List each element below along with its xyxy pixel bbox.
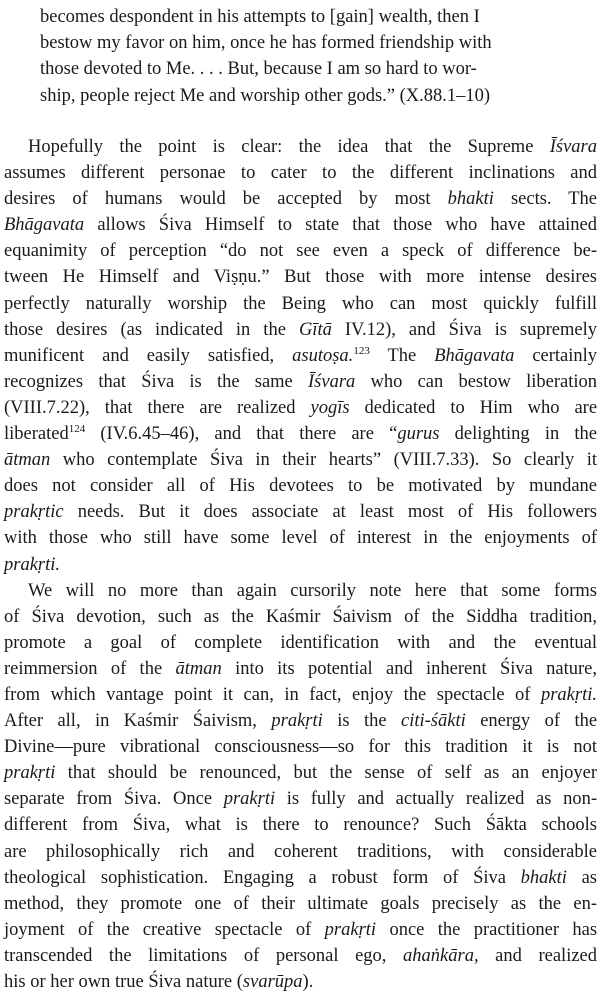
paragraph-1-line: does not consider all of His devotees to be motivated by mundane <box>4 476 597 497</box>
paragraph-1-line: (VIII.7.22), that there are realized yogīs dedicated to Him who are <box>4 397 598 418</box>
paragraph-2-line: theological sophistication. Engaging a robust form of Śiva bhakti as <box>4 867 598 888</box>
paragraph-1-line: assumes different personae to cater to the different inclinations and <box>4 163 597 184</box>
paragraph-1-line: Bhāgavata allows Śiva Himself to state that those who have attained <box>4 215 598 236</box>
paragraph-1-line: equanimity of perception “do not see even a speck of difference be- <box>4 241 597 262</box>
paragraph-2-line: are philosophically rich and coherent traditions, with considerable <box>4 841 597 862</box>
quote-line: becomes despondent in his attempts to [gain] wealth, then I <box>40 7 480 27</box>
footnote-ref-124: 124 <box>68 423 86 436</box>
paragraph-2-line: method, they promote one of their ultimate goals precisely as the en- <box>4 893 597 914</box>
paragraph-2-line: transcended the limitations of personal ego, ahaṅkāra, and realized <box>4 945 598 966</box>
paragraph-1-line: desires of humans would be accepted by most bhakti sects. The <box>4 189 598 210</box>
paragraph-1-line: munificent and easily satisfied, asutoṣa.$^{123}$ The Bhāgavata certainly <box>4 344 598 366</box>
paragraph-1-line: Hopefully the point is clear: the idea that the Supreme Īśvara <box>28 137 598 157</box>
paragraph-2-line: We will no more than again cursorily note here that some forms <box>28 580 597 601</box>
quote-line: those devoted to Me. . . . But, because I am so hard to wor- <box>40 59 477 80</box>
paragraph-1-line: prakṛti. <box>4 554 61 575</box>
paragraph-2-line: reimmersion of the ātman into its potential and inherent Śiva nature, <box>4 658 598 679</box>
paragraph-2-line: promote a goal of complete identification with and the eventual <box>4 632 597 653</box>
paragraph-2-line: from which vantage point it can, in fact, enjoy the spectacle of prakṛti. <box>4 684 597 705</box>
paragraph-2-line: prakṛti that should be renounced, but the sense of self as an enjoyer <box>4 763 597 784</box>
paragraph-2-line: joyment of the creative spectacle of prakṛti once the practitioner has <box>4 919 598 940</box>
paragraph-1-line: ātman who contemplate Śiva in their hearts” (VIII.7.33). So clearly it <box>4 450 597 471</box>
paragraph-2-line: of Śiva devotion, such as the Kaśmir Śaivism of the Siddha tradition, <box>4 606 597 627</box>
paragraph-2-line: separate from Śiva. Once prakṛti is fully and actually realized as non- <box>4 789 598 810</box>
quote-line: ship, people reject Me and worship other gods.” (X.88.1–10) <box>40 85 491 106</box>
quote-line: bestow my favor on him, once he has formed friendship with <box>40 33 492 54</box>
block-quote <box>40 4 580 109</box>
paragraph-2-line: different from Śiva, what is there to renounce? Such Śākta schools <box>4 815 597 836</box>
footnote-ref-123: 123 <box>353 344 370 357</box>
paragraph-1-line: liberated$^{124}$ (IV.6.45–46), and that there are “gurus delighting in the <box>4 423 597 445</box>
paragraph-1-line: tween He Himself and Viṣṇu.” But those with more intense desires <box>4 267 597 288</box>
paragraph-1-line: with those who still have some level of interest in the enjoyments of <box>4 528 597 549</box>
paragraph-1-line: perfectly naturally worship the Being who can most quickly fulfill <box>4 293 597 314</box>
paragraph-2-line: Divine—pure vibrational consciousness—so for this tradition it is not <box>4 737 597 758</box>
paragraph-2-line: After all, in Kaśmir Śaivism, prakṛti is the citi-śākti energy of the <box>4 711 598 732</box>
paragraph-1-line: those desires (as indicated in the Gītā IV.12), and Śiva is supremely <box>4 319 597 340</box>
paragraph-1-line: prakṛtic needs. But it does associate at least most of His followers <box>4 502 598 523</box>
body-text <box>4 134 597 995</box>
paragraph-1-line: recognizes that Śiva is the same Īśvara who can bestow liberation <box>4 371 597 392</box>
paragraph-2-line: his or her own true Śiva nature (svarūpa). <box>4 972 314 992</box>
